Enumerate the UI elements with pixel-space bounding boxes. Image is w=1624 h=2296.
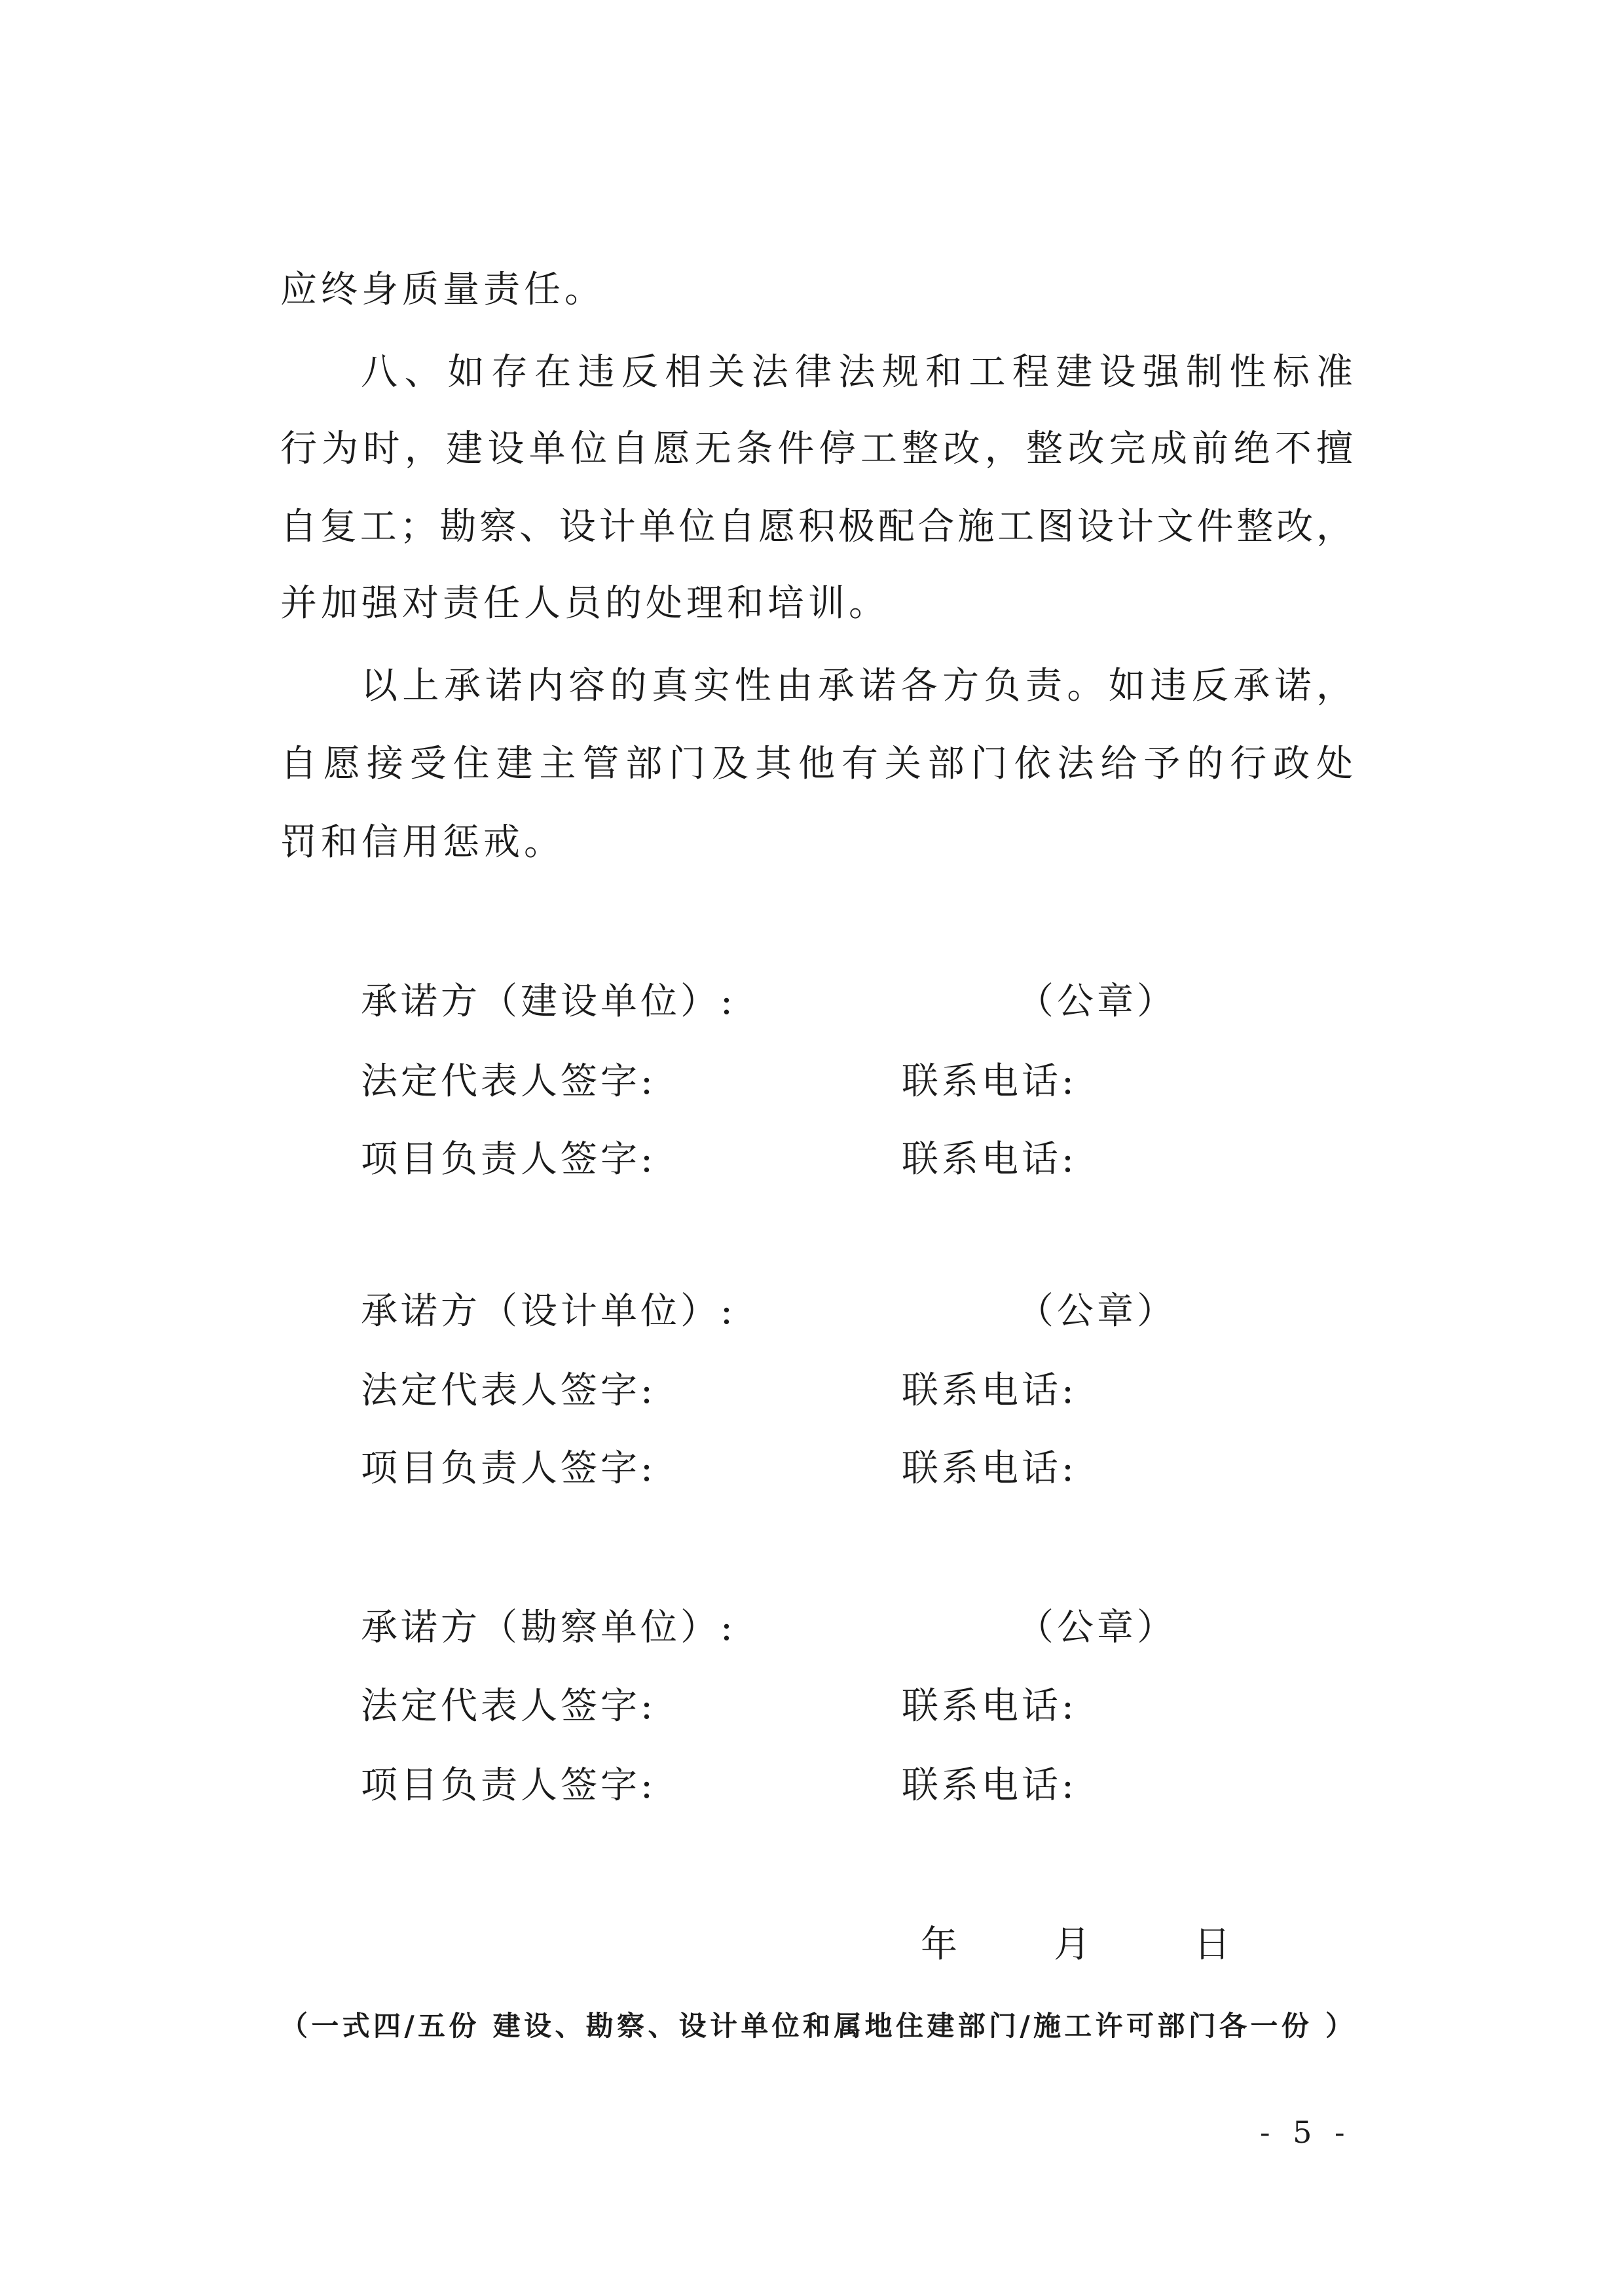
project-manager-phone-label: 联系电话: xyxy=(902,1447,1077,1490)
date-month-label: 月 xyxy=(1054,1923,1090,1966)
para8-line-2: 行为时，建设单位自愿无条件停工整改，整改完成前绝不擅 xyxy=(280,428,1353,470)
copies-note: （一式四/五份 建设、勘察、设计单位和属地住建部门/施工许可部门各一份 ） xyxy=(280,2010,1353,2042)
para8-line-4: 并加强对责任人员的处理和培训。 xyxy=(280,582,889,625)
seal-label: （公章） xyxy=(1017,1290,1177,1333)
closing-line-1: 以上承诺内容的真实性由承诺各方负责。如违反承诺， xyxy=(361,665,1353,707)
seal-label: （公章） xyxy=(1017,1606,1177,1649)
date-day-label: 日 xyxy=(1194,1923,1230,1966)
legal-rep-phone-label: 联系电话: xyxy=(902,1060,1077,1103)
legal-rep-signature-label: 法定代表人签字: xyxy=(361,1685,656,1728)
party-label: 承诺方（建设单位）: xyxy=(361,980,736,1023)
date-year-label: 年 xyxy=(921,1923,957,1966)
legal-rep-signature-label: 法定代表人签字: xyxy=(361,1060,656,1103)
project-manager-phone-label: 联系电话: xyxy=(902,1138,1077,1181)
page-number: - 5 - xyxy=(1260,2115,1352,2150)
legal-rep-signature-label: 法定代表人签字: xyxy=(361,1369,656,1412)
legal-rep-phone-label: 联系电话: xyxy=(902,1369,1077,1412)
seal-label: （公章） xyxy=(1017,980,1177,1023)
legal-rep-phone-label: 联系电话: xyxy=(902,1685,1077,1728)
para8-line-1: 八、如存在违反相关法律法规和工程建设强制性标准 xyxy=(361,351,1353,394)
project-manager-signature-label: 项目负责人签字: xyxy=(361,1447,656,1490)
project-manager-phone-label: 联系电话: xyxy=(902,1764,1077,1807)
party-label: 承诺方（设计单位）: xyxy=(361,1290,736,1333)
para8-line-3: 自复工；勘察、设计单位自愿积极配合施工图设计文件整改， xyxy=(280,506,1353,548)
project-manager-signature-label: 项目负责人签字: xyxy=(361,1138,656,1181)
closing-line-3: 罚和信用惩戒。 xyxy=(280,821,564,864)
closing-line-2: 自愿接受住建主管部门及其他有关部门依法给予的行政处 xyxy=(280,743,1353,785)
party-label: 承诺方（勘察单位）: xyxy=(361,1606,736,1649)
project-manager-signature-label: 项目负责人签字: xyxy=(361,1764,656,1807)
continuation-line: 应终身质量责任。 xyxy=(280,268,605,311)
